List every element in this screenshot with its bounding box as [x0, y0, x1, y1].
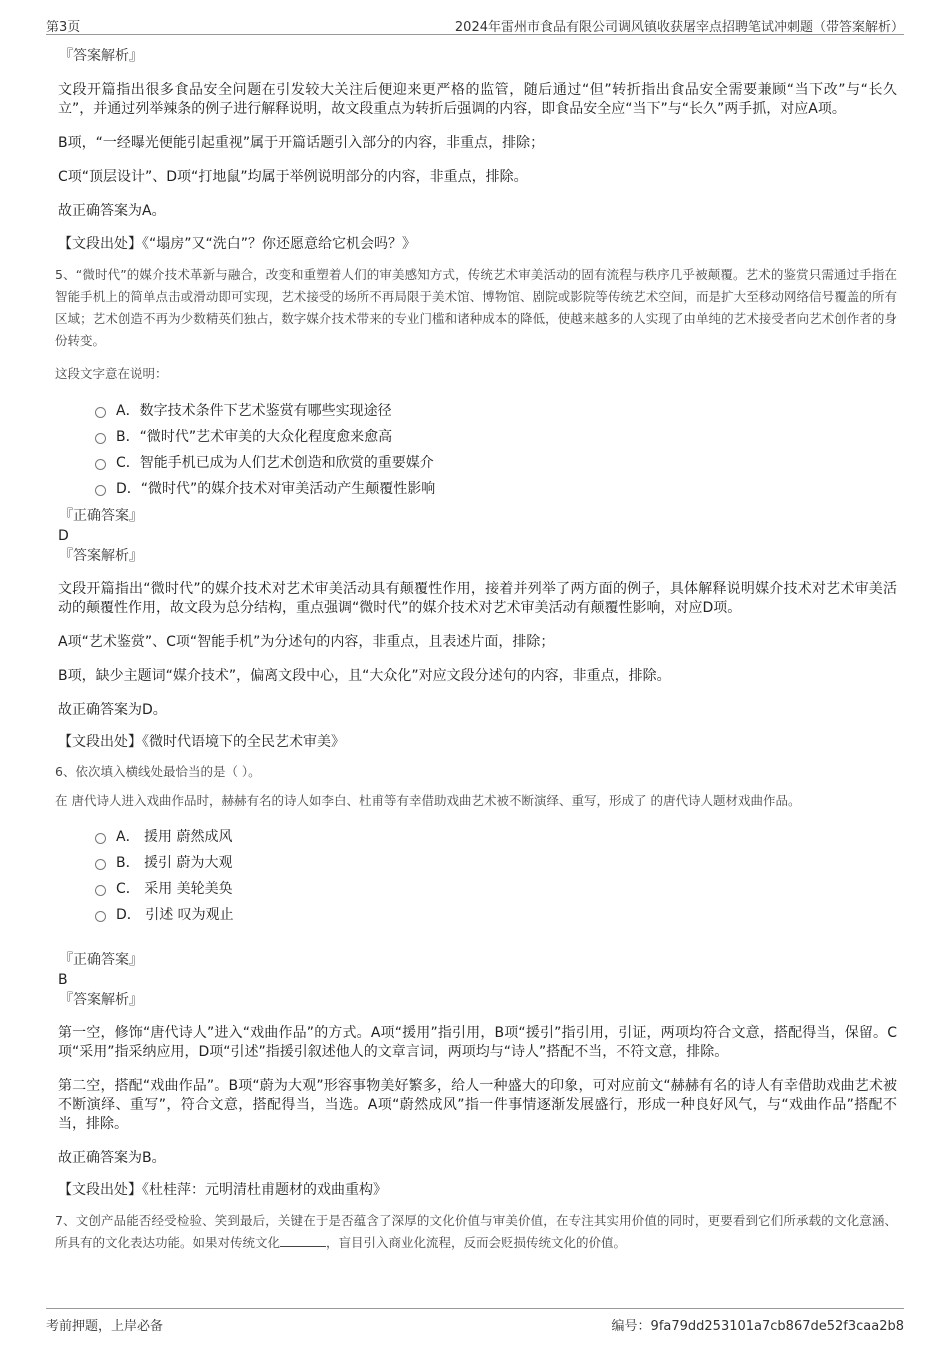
radio-icon[interactable]	[95, 911, 106, 922]
option-label: D． 引述 叹为观止	[116, 907, 234, 923]
q5-option-c[interactable]	[95, 450, 897, 476]
option-label: B．“微时代”艺术审美的大众化程度愈来愈高	[116, 429, 393, 445]
q6-source: 【文段出处】《杜桂萍：元明清杜甫题材的戏曲重构》	[58, 1182, 387, 1198]
q6-options	[95, 824, 897, 928]
q5-option-d[interactable]	[95, 476, 897, 502]
q6-prompt: 6、依次填入横线处最恰当的是（ ）。	[55, 764, 261, 779]
q6-correct-label: 『正确答案』	[59, 952, 143, 968]
q5-analysis-p2: A项“艺术鉴赏”、C项“智能手机”为分述句的内容，非重点，且表述片面，排除；	[58, 634, 555, 650]
radio-icon[interactable]	[95, 485, 106, 496]
q6-analysis-label: 『答案解析』	[59, 992, 143, 1008]
q7-text-before: 7、文创产品能否经受检验、笑到最后，关键在于是否蕴含了深厚的文化价值与审美价值，在专注其实用价值的同时，更要看到它们所承载的文化意涵、所具有的文化表达功能。如果对传统文化	[55, 1213, 897, 1250]
q6-analysis-p1: 第一空，修饰“唐代诗人”进入“戏曲作品”的方式。A项“援用”指引用，B项“援引”指引用，引证，两项均符合文意，搭配得当，保留。C项“采用”指采纳应用，D项“引述”指援引叙述他人的文章言词，两项均与“诗人”搭配不当，不符文意，排除。	[58, 1025, 897, 1060]
fill-blank	[280, 1234, 326, 1247]
radio-icon[interactable]	[95, 407, 106, 418]
q6-option-b[interactable]	[95, 850, 897, 876]
footer-slogan: 考前押题，上岸必备	[46, 1319, 164, 1334]
document-title: 2024年雷州市食品有限公司调风镇收获屠宰点招聘笔试冲刺题（带答案解析）	[454, 20, 904, 35]
q6-option-d[interactable]	[95, 902, 897, 928]
page-footer	[46, 1308, 904, 1334]
q5-analysis-p4: 故正确答案为D。	[58, 702, 167, 718]
q5-analysis-p1: 文段开篇指出“微时代”的媒介技术对艺术审美活动具有颠覆性作用，接着并列举了两方面的例子，具体解释说明媒介技术对艺术审美活动的颠覆性作用，故文段为总分结构，重点强调“微时代”的媒介技术对艺术审美活动有颠覆性影响，对应D项。	[58, 581, 897, 616]
radio-icon[interactable]	[95, 885, 106, 896]
option-label: A． 援用 蔚然成风	[116, 829, 233, 845]
page-content	[55, 46, 897, 1254]
q5-prompt: 这段文字意在说明：	[55, 366, 168, 381]
option-label: C． 采用 美轮美奂	[116, 881, 233, 897]
page-number: 第3页	[46, 20, 81, 35]
q5-question-text: 5、“微时代”的媒介技术革新与融合，改变和重塑着人们的审美感知方式，传统艺术审美活动的固有流程与秩序几乎被颠覆。艺术的鉴赏只需通过手指在智能手机上的简单点击或滑动即可实现，艺术接受的场所不再局限于美术馆、博物馆、剧院或影院等传统艺术空间，而是扩大至移动网络信号覆盖的所有区域；艺术创造不再为少数精英们独占，数字媒介技术带来的专业门槛和诸种成本的降低，使越来越多的人实现了由单纯的艺术接受者向艺术创作者的身份转变。	[55, 267, 897, 348]
q7-text-after: ，盲目引入商业化流程，反而会贬损传统文化的价值。	[326, 1235, 627, 1250]
q6-option-a[interactable]	[95, 824, 897, 850]
radio-icon[interactable]	[95, 433, 106, 444]
q4-analysis-label: 『答案解析』	[59, 48, 143, 64]
document-id: 编号：9fa79dd253101a7cb867de52f3caa2b8	[611, 1319, 904, 1334]
q4-analysis-p4: 故正确答案为A。	[58, 203, 166, 219]
radio-icon[interactable]	[95, 859, 106, 870]
q6-correct-answer: B	[58, 972, 68, 988]
q5-analysis-p3: B项，缺少主题词“媒介技术”，偏离文段中心，且“大众化”对应文段分述句的内容，非重点，排除。	[58, 668, 671, 684]
radio-icon[interactable]	[95, 833, 106, 844]
q5-options	[95, 398, 897, 502]
q6-analysis-p2: 第二空，搭配“戏曲作品”。B项“蔚为大观”形容事物美好繁多，给人一种盛大的印象，可对应前文“赫赫有名的诗人有幸借助戏曲艺术被不断演绎、重写”，符合文意，搭配得当，当选。A项“蔚然成风”指一件事情逐渐发展盛行，形成一种良好风气，与“戏曲作品”搭配不当，排除。	[58, 1078, 897, 1132]
q5-correct-label: 『正确答案』	[59, 508, 143, 524]
q4-analysis-p1: 文段开篇指出很多食品安全问题在引发较大关注后便迎来更严格的监管，随后通过“但”转折指出食品安全需要兼顾“当下改”与“长久立”，并通过列举辣条的例子进行解释说明，故文段重点为转折后强调的内容，即食品安全应“当下”与“长久”两手抓，对应A项。	[58, 82, 897, 117]
q6-question-text: 在 唐代诗人进入戏曲作品时，赫赫有名的诗人如李白、杜甫等有幸借助戏曲艺术被不断演绎、重写，形成了 的唐代诗人题材戏曲作品。	[55, 793, 801, 808]
option-label: A．数字技术条件下艺术鉴赏有哪些实现途径	[116, 403, 392, 419]
q6-analysis-p3: 故正确答案为B。	[58, 1150, 166, 1166]
q6-option-c[interactable]	[95, 876, 897, 902]
page-header	[46, 12, 904, 35]
q4-source: 【文段出处】《“塌房”又“洗白”？你还愿意给它机会吗？》	[58, 236, 417, 252]
q5-option-a[interactable]	[95, 398, 897, 424]
q5-source: 【文段出处】《微时代语境下的全民艺术审美》	[58, 734, 345, 750]
q5-analysis-label: 『答案解析』	[59, 548, 143, 564]
q7-question-text	[55, 1210, 897, 1254]
option-label: D．“微时代”的媒介技术对审美活动产生颠覆性影响	[116, 481, 436, 497]
option-label: B． 援引 蔚为大观	[116, 855, 233, 871]
q5-option-b[interactable]	[95, 424, 897, 450]
option-label: C．智能手机已成为人们艺术创造和欣赏的重要媒介	[116, 455, 434, 471]
radio-icon[interactable]	[95, 459, 106, 470]
q4-analysis-p2: B项，“一经曝光便能引起重视”属于开篇话题引入部分的内容，非重点，排除；	[58, 135, 545, 151]
q4-analysis-p3: C项“顶层设计”、D项“打地鼠”均属于举例说明部分的内容，非重点，排除。	[58, 169, 528, 185]
q5-correct-answer: D	[58, 528, 69, 544]
